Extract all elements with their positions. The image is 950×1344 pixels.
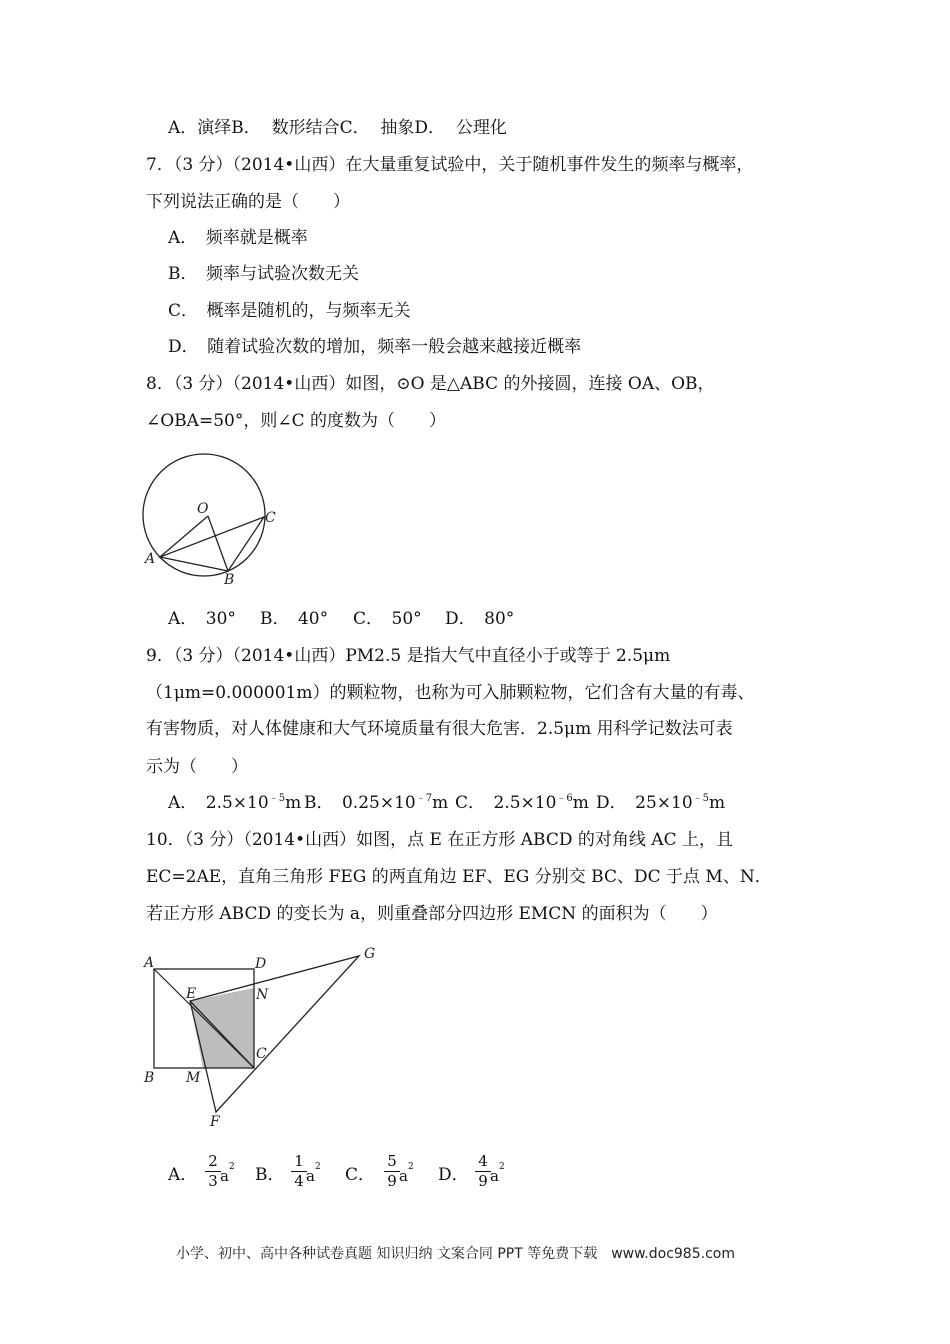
- q6-option-d-label: D．: [414, 118, 446, 138]
- q9-stem-line4: 示为（ ）: [146, 757, 248, 777]
- q8-option-d: D． 80°: [445, 609, 515, 629]
- q8-stem-line1: 8．（3 分）（2014•山西）如图，⊙O 是△ABC 的外接圆，连接 OA、OB，: [146, 374, 715, 394]
- q10-option-d-numerator: 4: [475, 1153, 491, 1172]
- label-n: N: [256, 987, 269, 1003]
- q10-option-c-fraction: [384, 1153, 400, 1190]
- q8-option-c: C． 50°: [353, 609, 422, 629]
- q9-option-a-base: A． 2.5×10: [168, 793, 269, 813]
- q9-option-d-base: D． 25×10: [596, 793, 693, 813]
- q10-option-d-variable: $a^2$: [490, 1162, 505, 1185]
- q10-stem-line3: 若正方形 ABCD 的变长为 a，则重叠部分四边形 EMCN 的面积为（ ）: [146, 904, 718, 924]
- q7-option-a: A． 频率就是概率: [168, 228, 308, 248]
- q10-option-a-denominator: 3: [208, 1172, 218, 1190]
- q9-option-b-exponent: ﹣7: [415, 793, 433, 804]
- label-b: B: [224, 572, 235, 588]
- q10-option-c-variable: $a^2$: [399, 1162, 414, 1185]
- q10-option-b-label: B．: [255, 1165, 285, 1185]
- q9-option-d-unit: m: [709, 793, 726, 813]
- segment-ob: [208, 516, 228, 571]
- q10-option-b-denominator: 4: [294, 1172, 304, 1190]
- q7-option-b: B． 频率与试验次数无关: [168, 264, 359, 284]
- q8-stem-line2: ∠OBA=50°，则∠C 的度数为（ ）: [146, 411, 446, 431]
- label-d: D: [255, 956, 267, 972]
- q6-option-b-label: B．: [231, 118, 261, 138]
- q10-option-b-variable: $a^2$: [306, 1162, 321, 1185]
- q9-stem-line2: （1μm=0.000001m）的颗粒物，也称为可入肺颗粒物，它们含有大量的有毒、: [146, 683, 755, 703]
- q10-option-a-variable: $a^2$: [220, 1162, 235, 1185]
- q9-option-c: [455, 792, 589, 817]
- q6-option-a-label: A．: [168, 118, 198, 138]
- q6-option-a: 演绎: [197, 118, 232, 138]
- q9-option-a: [168, 792, 301, 817]
- q10-option-d-label: D．: [438, 1165, 469, 1185]
- label-f: F: [210, 1114, 220, 1130]
- q6-option-b: 数形结合: [271, 118, 340, 138]
- q6-option-d: 公理化: [455, 118, 507, 138]
- q7-stem-line1: 7．（3 分）（2014•山西）在大量重复试验中，关于随机事件发生的频率与概率，: [146, 155, 754, 175]
- q9-option-c-base: C． 2.5×10: [455, 793, 557, 813]
- q10-option-a-label: A．: [168, 1165, 198, 1185]
- q10-stem-line1: 10．（3 分）（2014•山西）如图，点 E 在正方形 ABCD 的对角线 AC 上，且: [146, 830, 733, 850]
- q6-option-c: 抽象: [380, 118, 415, 138]
- q10-option-b-fraction: [291, 1153, 307, 1190]
- label-c: C: [265, 510, 276, 526]
- q7-stem-line2: 下列说法正确的是（ ）: [146, 192, 350, 212]
- label-a: A: [145, 551, 156, 567]
- q7-option-c: C． 概率是随机的，与频率无关: [168, 301, 411, 321]
- q10-option-a-fraction: [205, 1153, 221, 1190]
- q9-stem-line1: 9．（3 分）（2014•山西）PM2.5 是指大气中直径小于或等于 2.5μm: [146, 646, 671, 666]
- q6-options: [168, 117, 507, 139]
- q10-option-b-numerator: 1: [291, 1153, 307, 1172]
- q10-stem-line2: EC=2AE，直角三角形 FEG 的两直角边 EF、EG 分别交 BC、DC 于点 M、N．: [146, 867, 772, 887]
- q8-option-a: A． 30°: [168, 609, 236, 629]
- q10-option-d-fraction: [475, 1153, 491, 1190]
- q10-option-c-label: C．: [345, 1165, 376, 1185]
- q9-option-b-base: B． 0.25×10: [304, 793, 416, 813]
- q10-square-figure: [138, 940, 388, 1130]
- q10-option-c-denominator: 9: [387, 1172, 397, 1190]
- q9-option-c-unit: m: [572, 793, 589, 813]
- q9-option-a-unit: m: [285, 793, 302, 813]
- label-m: M: [186, 1070, 201, 1086]
- q9-stem-line3: 有害物质，对人体健康和大气环境质量有很大危害．2.5μm 用科学记数法可表: [146, 719, 733, 739]
- q10-option-c-numerator: 5: [384, 1153, 400, 1172]
- q9-option-a-exponent: ﹣5: [268, 793, 286, 804]
- q9-option-b-unit: m: [432, 793, 449, 813]
- label-o: O: [197, 501, 209, 517]
- page-footer: 小学、初中、高中各种试卷真题 知识归纳 文案合同 PPT 等免费下载 www.doc985.com: [176, 1246, 735, 1262]
- q8-option-b: B． 40°: [260, 609, 329, 629]
- q9-option-d-exponent: ﹣5: [692, 793, 710, 804]
- q6-option-c-label: C．: [339, 118, 370, 138]
- label-e: E: [186, 986, 197, 1002]
- q7-option-d: D． 随着试验次数的增加，频率一般会越来越接近概率: [168, 337, 582, 357]
- label-g: G: [364, 946, 376, 962]
- q10-option-d-denominator: 9: [478, 1172, 488, 1190]
- segment-oa: [160, 516, 208, 557]
- q8-circle-figure: [136, 448, 286, 588]
- q9-option-b: [304, 792, 448, 817]
- q9-option-d: [596, 792, 725, 817]
- label-b: B: [144, 1070, 155, 1086]
- label-a: A: [144, 955, 155, 971]
- label-c: C: [256, 1046, 267, 1062]
- q10-option-a-numerator: 2: [205, 1153, 221, 1172]
- overlap-region-emcn: [190, 988, 254, 1068]
- q9-option-c-exponent: ﹣6: [556, 793, 573, 804]
